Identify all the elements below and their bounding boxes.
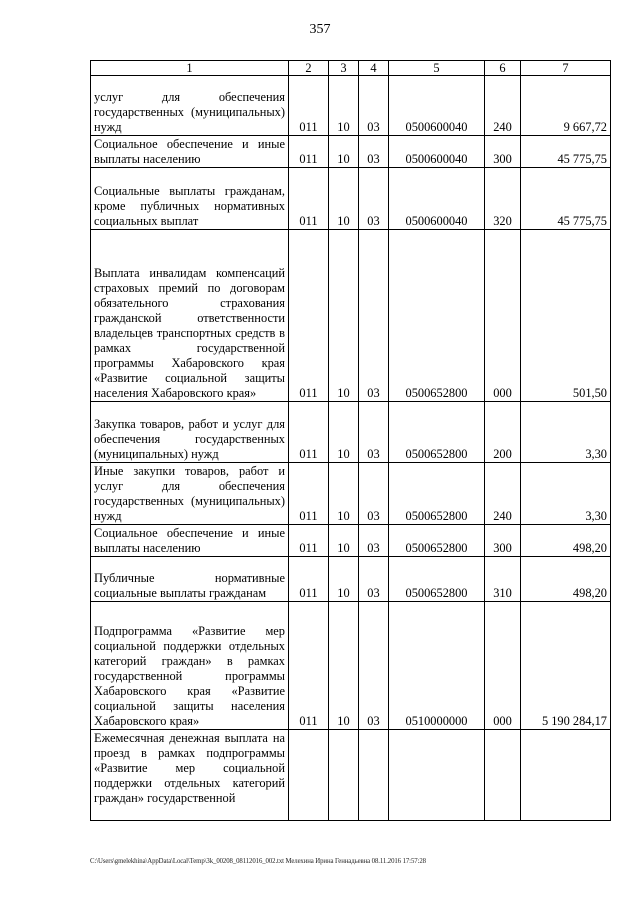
header-cell: 3 xyxy=(329,61,359,76)
file-path-footer: C:\Users\gmelekhina\AppData\Local\Temp\3k_00208_08112016_002.txt Мелехина Ирина Геннадьевна 08.11.2016 17:57:28 xyxy=(90,858,426,865)
row-cell-c2: 011 xyxy=(289,557,329,602)
page-number: 357 xyxy=(309,22,331,37)
row-cell-c2: 011 xyxy=(289,402,329,463)
table-row xyxy=(91,525,611,557)
table-row xyxy=(91,402,611,463)
row-description: Иные закупки товаров, работ и услуг для обеспечения государственных (муниципальных) нужд xyxy=(91,463,289,525)
header-cell: 7 xyxy=(521,61,611,76)
row-cell-c3 xyxy=(329,730,359,821)
header-cell: 1 xyxy=(91,61,289,76)
row-cell-c7: 3,30 xyxy=(521,402,611,463)
row-cell-c4: 03 xyxy=(359,557,389,602)
row-cell-c5: 0500652800 xyxy=(389,230,485,402)
row-cell-c4: 03 xyxy=(359,76,389,136)
header-cell: 2 xyxy=(289,61,329,76)
row-description: Выплата инвалидам компенсаций страховых премий по договорам обязательного страхования гражданской ответственности владельцев транспортных средств в рамках государственной программы Хабаровского края «Развитие социальной защиты населения Хабаровского края» xyxy=(91,230,289,402)
row-cell-c6 xyxy=(485,730,521,821)
table-row xyxy=(91,602,611,730)
row-cell-c5: 0500652800 xyxy=(389,557,485,602)
budget-table xyxy=(90,60,611,821)
row-description: Социальное обеспечение и иные выплаты населению xyxy=(91,136,289,168)
row-cell-c5: 0500652800 xyxy=(389,525,485,557)
row-description: Закупка товаров, работ и услуг для обеспечения государственных (муниципальных) нужд xyxy=(91,402,289,463)
row-cell-c6: 240 xyxy=(485,76,521,136)
row-cell-c4: 03 xyxy=(359,463,389,525)
row-description: Подпрограмма «Развитие мер социальной поддержки отдельных категорий граждан» в рамках государственной программы Хабаровского края «Развитие социальной защиты населения Хабаровского края» xyxy=(91,602,289,730)
row-cell-c6: 240 xyxy=(485,463,521,525)
header-row xyxy=(91,61,611,76)
row-cell-c2: 011 xyxy=(289,525,329,557)
row-cell-c3: 10 xyxy=(329,463,359,525)
row-cell-c2: 011 xyxy=(289,136,329,168)
row-cell-c6: 000 xyxy=(485,602,521,730)
row-cell-c3: 10 xyxy=(329,76,359,136)
row-cell-c6: 000 xyxy=(485,230,521,402)
row-cell-c4: 03 xyxy=(359,168,389,230)
row-cell-c3: 10 xyxy=(329,525,359,557)
row-cell-c7: 45 775,75 xyxy=(521,168,611,230)
row-cell-c5 xyxy=(389,730,485,821)
table-row xyxy=(91,730,611,821)
row-cell-c2: 011 xyxy=(289,463,329,525)
table-row xyxy=(91,168,611,230)
row-cell-c3: 10 xyxy=(329,136,359,168)
row-cell-c5: 0500600040 xyxy=(389,136,485,168)
table-row xyxy=(91,136,611,168)
row-cell-c7: 501,50 xyxy=(521,230,611,402)
row-cell-c5: 0500652800 xyxy=(389,463,485,525)
row-cell-c3: 10 xyxy=(329,230,359,402)
row-cell-c3: 10 xyxy=(329,168,359,230)
header-cell: 4 xyxy=(359,61,389,76)
row-cell-c2: 011 xyxy=(289,168,329,230)
row-cell-c7 xyxy=(521,730,611,821)
row-cell-c4: 03 xyxy=(359,230,389,402)
table-row xyxy=(91,76,611,136)
row-cell-c6: 300 xyxy=(485,525,521,557)
row-cell-c5: 0500652800 xyxy=(389,402,485,463)
row-cell-c4: 03 xyxy=(359,525,389,557)
header-cell: 6 xyxy=(485,61,521,76)
row-cell-c2: 011 xyxy=(289,76,329,136)
row-cell-c4: 03 xyxy=(359,136,389,168)
row-cell-c2: 011 xyxy=(289,230,329,402)
row-description: Социальное обеспечение и иные выплаты населению xyxy=(91,525,289,557)
row-cell-c2: 011 xyxy=(289,602,329,730)
row-description: услуг для обеспечения государственных (муниципальных) нужд xyxy=(91,76,289,136)
row-cell-c4: 03 xyxy=(359,602,389,730)
row-cell-c7: 9 667,72 xyxy=(521,76,611,136)
row-cell-c3: 10 xyxy=(329,402,359,463)
row-cell-c3: 10 xyxy=(329,602,359,730)
row-description: Ежемесячная денежная выплата на проезд в рамках подпрограммы «Развитие мер социальной поддержки отдельных категорий граждан» государственной xyxy=(91,730,289,821)
row-cell-c7: 3,30 xyxy=(521,463,611,525)
row-description: Социальные выплаты гражданам, кроме публичных нормативных социальных выплат xyxy=(91,168,289,230)
table-row xyxy=(91,557,611,602)
table-row xyxy=(91,463,611,525)
row-cell-c6: 310 xyxy=(485,557,521,602)
table-row xyxy=(91,230,611,402)
row-cell-c4 xyxy=(359,730,389,821)
header-cell: 5 xyxy=(389,61,485,76)
row-cell-c6: 300 xyxy=(485,136,521,168)
row-cell-c4: 03 xyxy=(359,402,389,463)
row-cell-c7: 5 190 284,17 xyxy=(521,602,611,730)
row-cell-c3: 10 xyxy=(329,557,359,602)
row-cell-c7: 498,20 xyxy=(521,557,611,602)
row-cell-c6: 200 xyxy=(485,402,521,463)
row-description: Публичные нормативные социальные выплаты гражданам xyxy=(91,557,289,602)
row-cell-c2 xyxy=(289,730,329,821)
row-cell-c6: 320 xyxy=(485,168,521,230)
row-cell-c5: 0500600040 xyxy=(389,168,485,230)
row-cell-c5: 0510000000 xyxy=(389,602,485,730)
row-cell-c5: 0500600040 xyxy=(389,76,485,136)
row-cell-c7: 45 775,75 xyxy=(521,136,611,168)
row-cell-c7: 498,20 xyxy=(521,525,611,557)
